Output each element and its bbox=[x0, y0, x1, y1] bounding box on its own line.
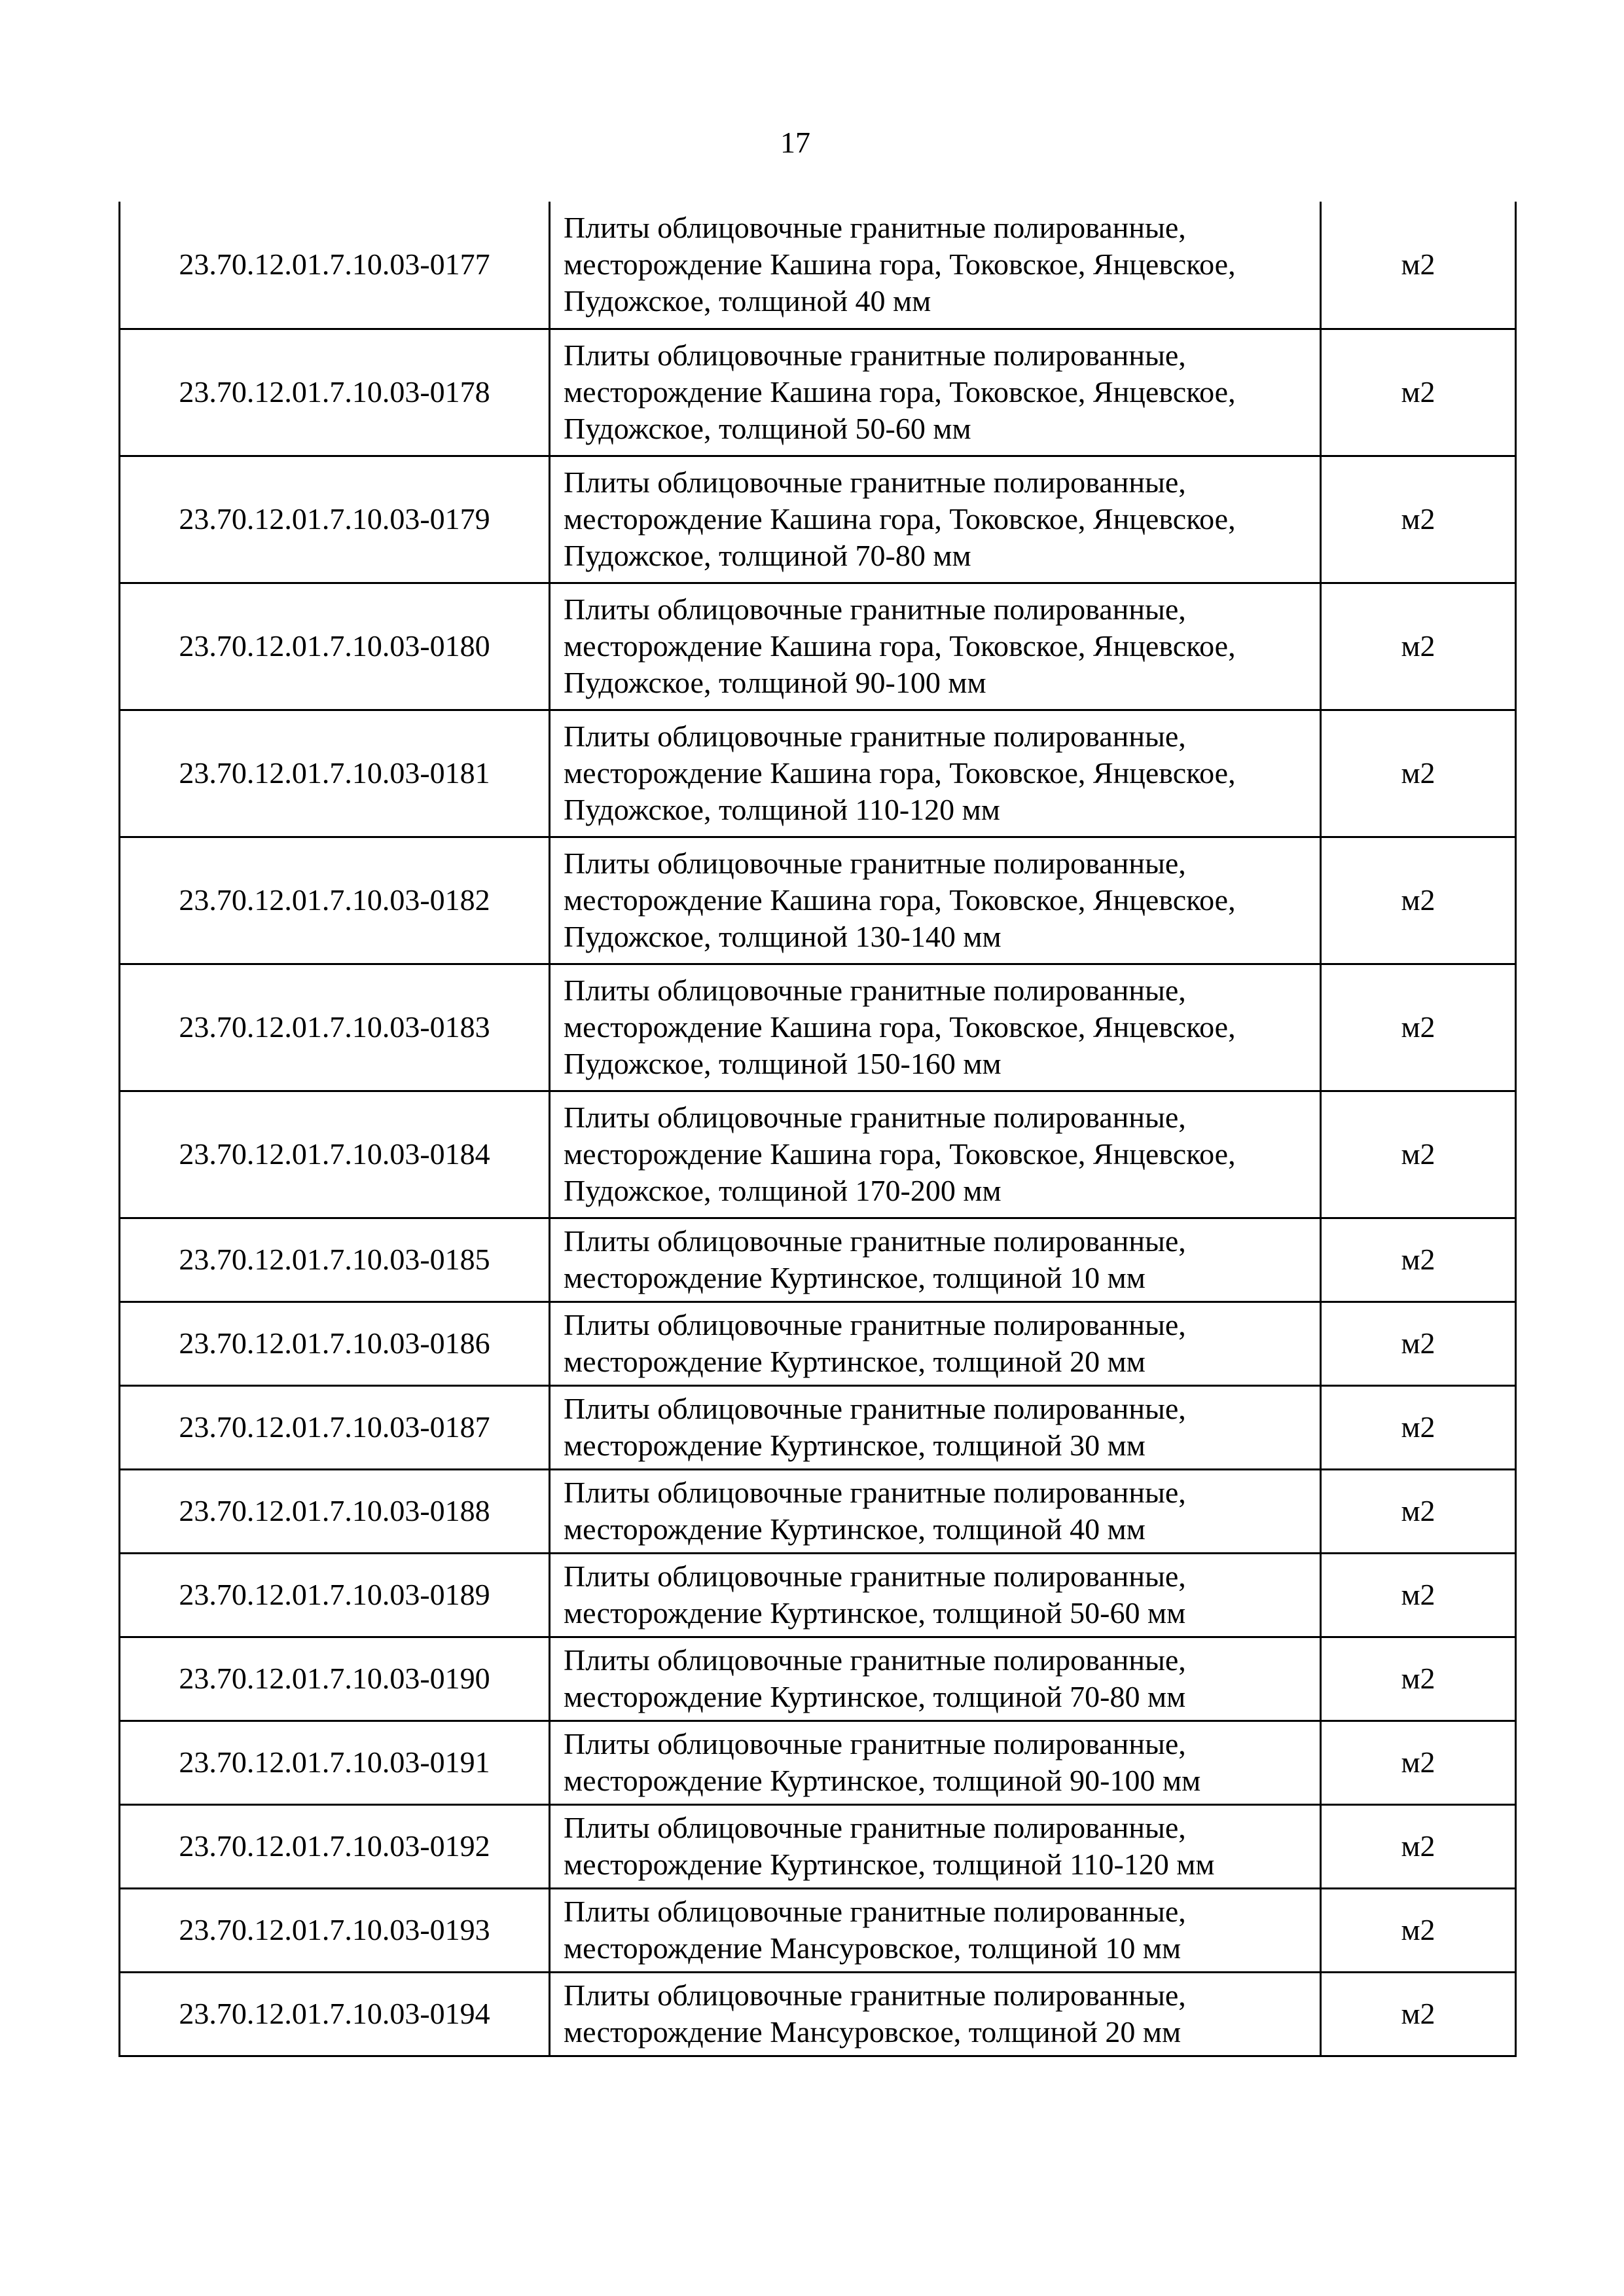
description-line: Плиты облицовочные гранитные полированные, bbox=[564, 1978, 1186, 2012]
description-line: месторождение Кашина гора, Токовское, Янцевское, bbox=[564, 247, 1236, 282]
description-line: Плиты облицовочные гранитные полированные, bbox=[564, 211, 1186, 245]
resource-description bbox=[550, 964, 1321, 1091]
resource-description bbox=[550, 1637, 1321, 1721]
unit-of-measure: м2 bbox=[1321, 710, 1516, 837]
unit-of-measure: м2 bbox=[1321, 1091, 1516, 1218]
table-row bbox=[120, 1972, 1516, 2056]
table-row bbox=[120, 1637, 1516, 1721]
description-line: месторождение Куртинское, толщиной 70-80 мм bbox=[564, 1680, 1186, 1713]
resource-description bbox=[550, 1972, 1321, 2056]
unit-of-measure: м2 bbox=[1321, 1553, 1516, 1637]
description-line: Плиты облицовочные гранитные полированные, bbox=[564, 592, 1186, 626]
description-line: месторождение Куртинское, толщиной 10 мм bbox=[564, 1261, 1146, 1294]
resource-description bbox=[550, 1553, 1321, 1637]
table-row bbox=[120, 710, 1516, 837]
description-line: месторождение Кашина гора, Токовское, Янцевское, bbox=[564, 1010, 1236, 1044]
table-row bbox=[120, 837, 1516, 964]
description-line: Пудожское, толщиной 90-100 мм bbox=[564, 666, 986, 699]
description-line: месторождение Мансуровское, толщиной 10 мм bbox=[564, 1931, 1182, 1965]
resource-description bbox=[550, 329, 1321, 456]
description-line: Плиты облицовочные гранитные полированные, bbox=[564, 1392, 1186, 1425]
description-line: Плиты облицовочные гранитные полированные, bbox=[564, 1727, 1186, 1760]
table-row bbox=[120, 1888, 1516, 1972]
unit-of-measure: м2 bbox=[1321, 837, 1516, 964]
description-line: месторождение Кашина гора, Токовское, Янцевское, bbox=[564, 375, 1236, 409]
resource-description bbox=[550, 583, 1321, 710]
description-line: Плиты облицовочные гранитные полированные, bbox=[564, 1476, 1186, 1509]
resource-code: 23.70.12.01.7.10.03-0185 bbox=[120, 1218, 550, 1302]
resource-description bbox=[550, 1721, 1321, 1804]
resource-code: 23.70.12.01.7.10.03-0190 bbox=[120, 1637, 550, 1721]
resource-code: 23.70.12.01.7.10.03-0192 bbox=[120, 1804, 550, 1888]
unit-of-measure: м2 bbox=[1321, 964, 1516, 1091]
description-line: месторождение Куртинское, толщиной 50-60 мм bbox=[564, 1596, 1186, 1630]
resource-description bbox=[550, 1804, 1321, 1888]
resource-code: 23.70.12.01.7.10.03-0181 bbox=[120, 710, 550, 837]
unit-of-measure: м2 bbox=[1321, 1804, 1516, 1888]
table-body bbox=[120, 202, 1516, 2056]
unit-of-measure: м2 bbox=[1321, 1385, 1516, 1469]
unit-of-measure: м2 bbox=[1321, 202, 1516, 329]
description-line: Пудожское, толщиной 130-140 мм bbox=[564, 920, 1001, 953]
description-line: месторождение Кашина гора, Токовское, Янцевское, bbox=[564, 883, 1236, 917]
description-line: Пудожское, толщиной 110-120 мм bbox=[564, 793, 1000, 826]
description-line: Пудожское, толщиной 40 мм bbox=[564, 284, 931, 318]
unit-of-measure: м2 bbox=[1321, 456, 1516, 583]
unit-of-measure: м2 bbox=[1321, 329, 1516, 456]
table-row bbox=[120, 583, 1516, 710]
description-line: месторождение Кашина гора, Токовское, Янцевское, bbox=[564, 502, 1236, 536]
resource-code: 23.70.12.01.7.10.03-0189 bbox=[120, 1553, 550, 1637]
resource-code: 23.70.12.01.7.10.03-0180 bbox=[120, 583, 550, 710]
resource-description bbox=[550, 1091, 1321, 1218]
description-line: Плиты облицовочные гранитные полированные, bbox=[564, 1224, 1186, 1258]
unit-of-measure: м2 bbox=[1321, 1637, 1516, 1721]
page-number: 17 bbox=[780, 126, 810, 159]
resource-code: 23.70.12.01.7.10.03-0191 bbox=[120, 1721, 550, 1804]
description-line: Пудожское, толщиной 150-160 мм bbox=[564, 1047, 1001, 1080]
resource-code: 23.70.12.01.7.10.03-0187 bbox=[120, 1385, 550, 1469]
resource-code: 23.70.12.01.7.10.03-0188 bbox=[120, 1469, 550, 1553]
resource-description bbox=[550, 1469, 1321, 1553]
table-row bbox=[120, 329, 1516, 456]
description-line: Плиты облицовочные гранитные полированные, bbox=[564, 1559, 1186, 1593]
description-line: Плиты облицовочные гранитные полированные, bbox=[564, 1308, 1186, 1341]
description-line: месторождение Куртинское, толщиной 20 мм bbox=[564, 1345, 1146, 1378]
description-line: Плиты облицовочные гранитные полированные, bbox=[564, 1895, 1186, 1928]
resource-code: 23.70.12.01.7.10.03-0182 bbox=[120, 837, 550, 964]
description-line: месторождение Куртинское, толщиной 110-120 мм bbox=[564, 1848, 1215, 1881]
table-row bbox=[120, 202, 1516, 329]
description-line: Плиты облицовочные гранитные полированные, bbox=[564, 1101, 1186, 1134]
description-line: месторождение Кашина гора, Токовское, Янцевское, bbox=[564, 629, 1236, 663]
description-line: месторождение Кашина гора, Токовское, Янцевское, bbox=[564, 1137, 1236, 1171]
table-row bbox=[120, 1302, 1516, 1385]
table-row bbox=[120, 456, 1516, 583]
resource-description bbox=[550, 1218, 1321, 1302]
unit-of-measure: м2 bbox=[1321, 1972, 1516, 2056]
table-row bbox=[120, 1218, 1516, 1302]
resource-code: 23.70.12.01.7.10.03-0179 bbox=[120, 456, 550, 583]
table-row bbox=[120, 964, 1516, 1091]
table-row bbox=[120, 1721, 1516, 1804]
resource-description bbox=[550, 456, 1321, 583]
resource-table bbox=[118, 202, 1517, 2057]
description-line: Плиты облицовочные гранитные полированные, bbox=[564, 338, 1186, 372]
description-line: Пудожское, толщиной 50-60 мм bbox=[564, 412, 971, 445]
description-line: Плиты облицовочные гранитные полированные, bbox=[564, 974, 1186, 1007]
unit-of-measure: м2 bbox=[1321, 1302, 1516, 1385]
table-row bbox=[120, 1469, 1516, 1553]
description-line: Плиты облицовочные гранитные полированные, bbox=[564, 720, 1186, 753]
resource-description bbox=[550, 710, 1321, 837]
resource-description bbox=[550, 202, 1321, 329]
description-line: Плиты облицовочные гранитные полированные, bbox=[564, 1643, 1186, 1677]
table-row bbox=[120, 1553, 1516, 1637]
resource-description bbox=[550, 1302, 1321, 1385]
unit-of-measure: м2 bbox=[1321, 1888, 1516, 1972]
description-line: Пудожское, толщиной 70-80 мм bbox=[564, 539, 971, 572]
resource-code: 23.70.12.01.7.10.03-0177 bbox=[120, 202, 550, 329]
table-row bbox=[120, 1385, 1516, 1469]
description-line: месторождение Куртинское, толщиной 30 мм bbox=[564, 1429, 1146, 1462]
description-line: месторождение Кашина гора, Токовское, Янцевское, bbox=[564, 756, 1236, 790]
description-line: месторождение Мансуровское, толщиной 20 мм bbox=[564, 2015, 1182, 2049]
resource-code: 23.70.12.01.7.10.03-0193 bbox=[120, 1888, 550, 1972]
unit-of-measure: м2 bbox=[1321, 1721, 1516, 1804]
description-line: Пудожское, толщиной 170-200 мм bbox=[564, 1174, 1001, 1207]
resource-code: 23.70.12.01.7.10.03-0194 bbox=[120, 1972, 550, 2056]
resource-code: 23.70.12.01.7.10.03-0184 bbox=[120, 1091, 550, 1218]
resource-description bbox=[550, 1888, 1321, 1972]
description-line: месторождение Куртинское, толщиной 40 мм bbox=[564, 1512, 1146, 1546]
description-line: Плиты облицовочные гранитные полированные, bbox=[564, 847, 1186, 880]
description-line: Плиты облицовочные гранитные полированные, bbox=[564, 1811, 1186, 1844]
unit-of-measure: м2 bbox=[1321, 1218, 1516, 1302]
description-line: Плиты облицовочные гранитные полированные, bbox=[564, 465, 1186, 499]
resource-code: 23.70.12.01.7.10.03-0183 bbox=[120, 964, 550, 1091]
description-line: месторождение Куртинское, толщиной 90-100 мм bbox=[564, 1764, 1201, 1797]
resource-code: 23.70.12.01.7.10.03-0178 bbox=[120, 329, 550, 456]
unit-of-measure: м2 bbox=[1321, 1469, 1516, 1553]
unit-of-measure: м2 bbox=[1321, 583, 1516, 710]
table-row bbox=[120, 1091, 1516, 1218]
resource-description bbox=[550, 1385, 1321, 1469]
resource-description bbox=[550, 837, 1321, 964]
table-row bbox=[120, 1804, 1516, 1888]
resource-code: 23.70.12.01.7.10.03-0186 bbox=[120, 1302, 550, 1385]
